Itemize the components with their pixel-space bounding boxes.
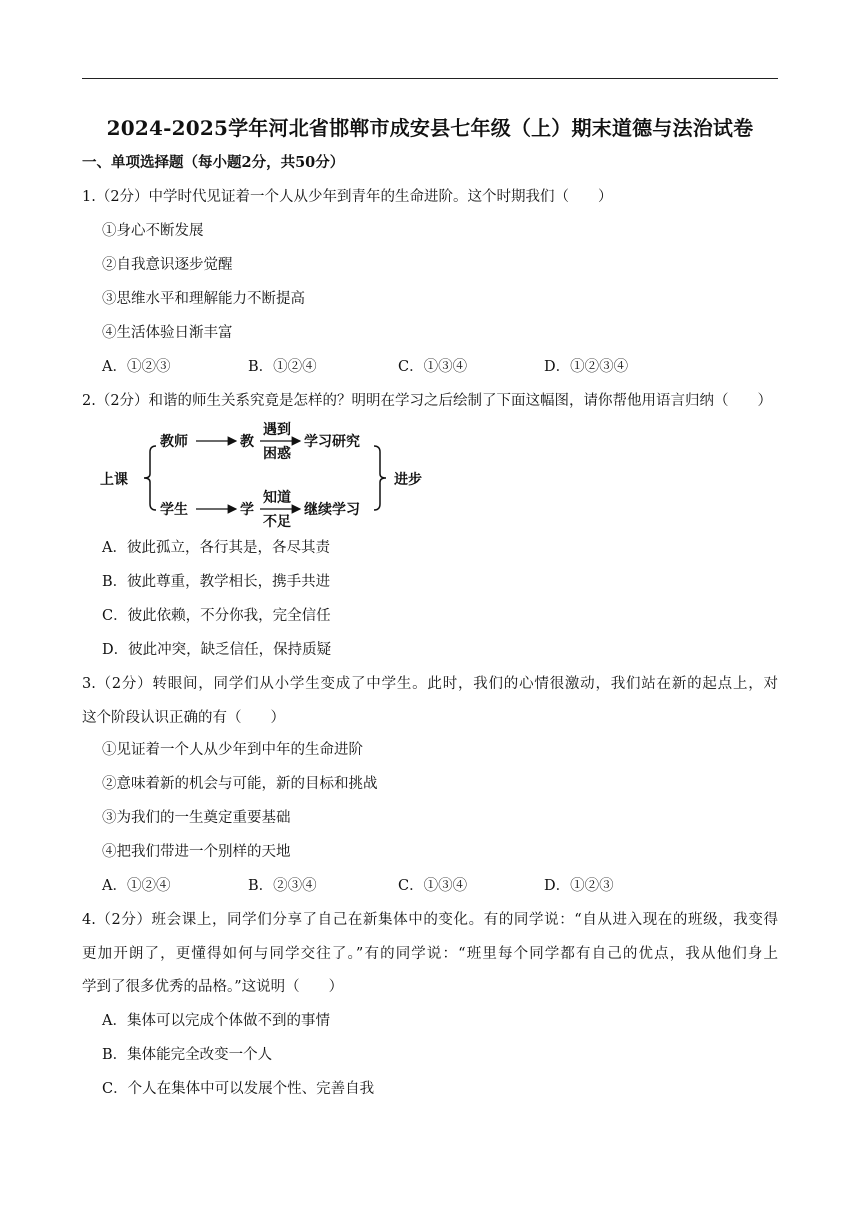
diagram-know-top: 知道 bbox=[263, 490, 291, 506]
diagram-meet-top: 遇到 bbox=[263, 422, 291, 438]
q3-item-1: ①见证着一个人从少年到中年的生命进阶 bbox=[102, 742, 363, 758]
q1-item-4: ④生活体验日渐丰富 bbox=[102, 325, 233, 341]
q3-item-2: ②意味着新的机会与可能，新的目标和挑战 bbox=[102, 776, 378, 792]
q2-option-b[interactable]: B．彼此尊重，教学相长，携手共进 bbox=[102, 574, 331, 590]
q1-stem: 1.（2分）中学时代见证着一个人从少年到青年的生命进阶。这个时期我们（ ） bbox=[82, 189, 613, 205]
q3-item-4: ④把我们带进一个别样的天地 bbox=[102, 844, 291, 860]
q3-option-d[interactable]: D．①②③ bbox=[544, 878, 614, 894]
right-brace bbox=[374, 446, 386, 510]
q4-stem-line3: 学到了很多优秀的品格。”这说明（ ） bbox=[82, 979, 344, 995]
q1-item-3: ③思维水平和理解能力不断提高 bbox=[102, 291, 305, 307]
diagram-know-bottom: 不足 bbox=[263, 514, 291, 528]
q3-item-3: ③为我们的一生奠定重要基础 bbox=[102, 810, 291, 826]
q4-option-b[interactable]: B．集体能完全改变一个人 bbox=[102, 1047, 273, 1063]
diagram-meet-bottom: 困惑 bbox=[263, 446, 291, 462]
diagram-research: 学习研究 bbox=[304, 434, 360, 450]
q3-option-c[interactable]: C．①③④ bbox=[398, 878, 468, 894]
page-title: 2024-2025学年河北省邯郸市成安县七年级（上）期末道德与法治试卷 bbox=[106, 116, 754, 140]
q3-stem-line2: 这个阶段认识正确的有（ ） bbox=[82, 710, 285, 726]
q2-stem: 2.（2分）和谐的师生关系究竟是怎样的？明明在学习之后绘制了下面这幅图，请你帮他用语言归纳（ ） bbox=[82, 393, 773, 409]
q1-option-c[interactable]: C．①③④ bbox=[398, 359, 468, 375]
diagram-left-label: 上课 bbox=[100, 472, 128, 488]
q4-option-c[interactable]: C．个人在集体中可以发展个性、完善自我 bbox=[102, 1081, 375, 1097]
left-brace bbox=[144, 446, 156, 510]
q1-item-1: ①身心不断发展 bbox=[102, 223, 204, 239]
q3-option-a[interactable]: A．①②④ bbox=[102, 878, 171, 894]
q2-option-c[interactable]: C．彼此依赖，不分你我，完全信任 bbox=[102, 608, 331, 624]
q1-option-d[interactable]: D．①②③④ bbox=[544, 359, 629, 375]
q1-option-a[interactable]: A．①②③ bbox=[102, 359, 171, 375]
q1-option-b[interactable]: B．①②④ bbox=[248, 359, 317, 375]
diagram-teacher: 教师 bbox=[160, 434, 188, 450]
q3-stem-line1: 3.（2分）转眼间，同学们从小学生变成了中学生。此时，我们的心情很激动，我们站在新的起点上，对 bbox=[82, 676, 778, 692]
diagram-continue: 继续学习 bbox=[304, 502, 360, 518]
diagram-teach: 教 bbox=[240, 434, 254, 450]
q1-item-2: ②自我意识逐步觉醒 bbox=[102, 257, 233, 273]
q4-stem-line2: 更加开朗了，更懂得如何与同学交往了。”有的同学说：“班里每个同学都有自己的优点，我从他们身上 bbox=[82, 946, 778, 962]
q2-option-a[interactable]: A．彼此孤立，各行其是，各尽其责 bbox=[102, 540, 330, 556]
header-rule bbox=[82, 78, 778, 79]
q3-option-b[interactable]: B．②③④ bbox=[248, 878, 317, 894]
diagram-learn: 学 bbox=[240, 502, 254, 518]
diagram-right-label: 进步 bbox=[394, 472, 422, 488]
q2-option-d[interactable]: D．彼此冲突，缺乏信任，保持质疑 bbox=[102, 642, 332, 658]
q4-stem-line1: 4.（2分）班会课上，同学们分享了自己在新集体中的变化。有的同学说：“自从进入现在的班级，我变得 bbox=[82, 912, 778, 928]
section-heading: 一、单项选择题（每小题2分，共50分） bbox=[82, 154, 345, 171]
teacher-student-diagram bbox=[100, 416, 430, 528]
diagram-student: 学生 bbox=[160, 502, 188, 518]
q4-option-a[interactable]: A．集体可以完成个体做不到的事情 bbox=[102, 1013, 330, 1029]
